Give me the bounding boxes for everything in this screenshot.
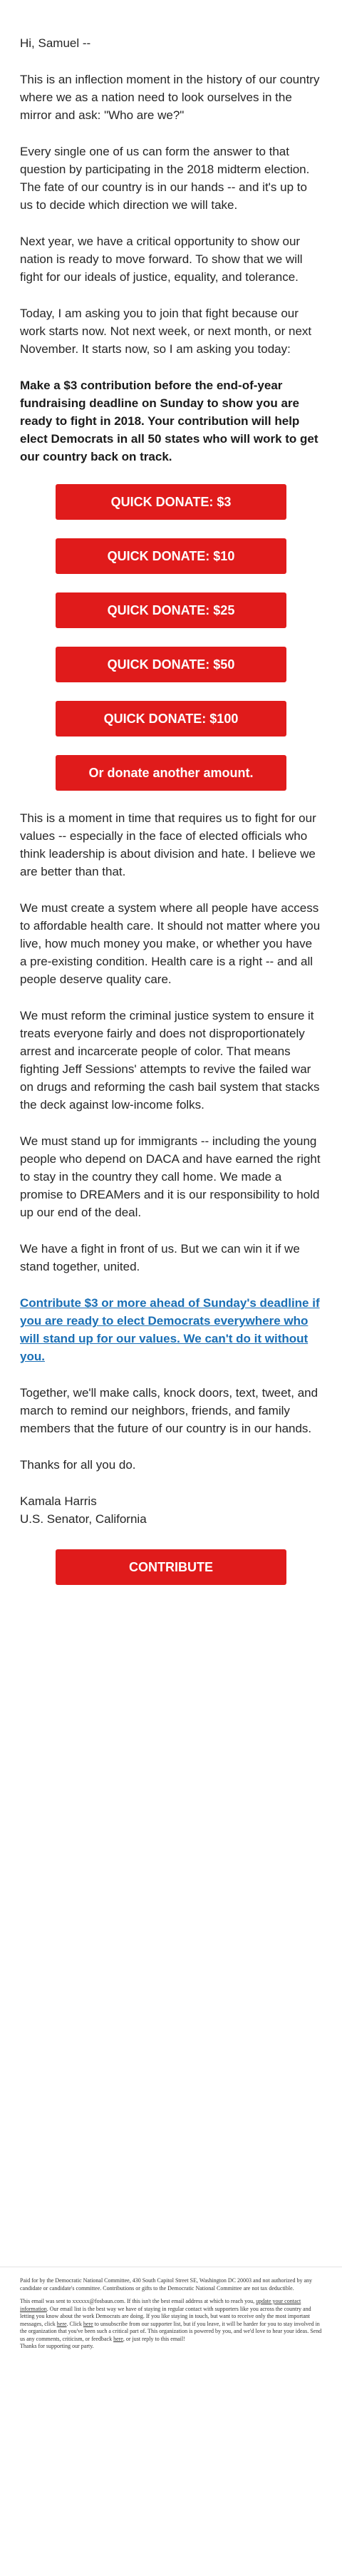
donate-3-button[interactable]: QUICK DONATE: $3 xyxy=(56,484,286,520)
body-paragraph-3: We must reform the criminal justice system to ensure it treats everyone fairly and does not disproportionately arrest and incarcerate people of color. That means fighting Jeff Sessions' attempts to revive the failed war on drugs and reforming the cash bail system that stacks the deck against low-income folks. xyxy=(20,1009,320,1112)
closing-paragraph: Together, we'll make calls, knock doors, text, tweet, and march to remind our neighbors, friends, and family members that the future of our country is in our hands. xyxy=(20,1386,318,1435)
greeting: Hi, Samuel -- xyxy=(20,36,91,50)
intro-paragraph-2: Every single one of us can form the answer to that question by participating in the 2018 midterm election. The fate of our country is in our hands -- and it's up to us to decide which direction we will take. xyxy=(20,145,310,212)
footer xyxy=(0,2267,342,2371)
donate-other-amount-button[interactable]: Or donate another amount. xyxy=(56,755,286,791)
body-paragraph-1: This is a moment in time that requires us to fight for our values -- especially in the face of elected officials who think leadership is about division and hate. I believe we are better than that. xyxy=(20,811,316,878)
footer-thanks: Thanks for supporting our party. xyxy=(20,2343,94,2349)
update-contact-link[interactable]: update your contact information xyxy=(20,2298,301,2312)
footer-text: This email was sent to xxxxxx@fosbaun.com. If this isn't the best email address at which to reach you, xyxy=(20,2298,255,2304)
footer-text: to unsubscribe from our supporter list, but if you leave, it will be harder for you to stay involved in the organization that you've been such a critical part of. This organization is powered by you, and we'd love to hear your ideas. Send us any comments, criticism, or feedback xyxy=(20,2320,322,2342)
donate-50-button[interactable]: QUICK DONATE: $50 xyxy=(56,647,286,682)
intro-paragraph-1: This is an inflection moment in the history of our country where we as a nation need to look ourselves in the mirror and ask: "Who are we?" xyxy=(20,73,320,122)
footer-text: . Click xyxy=(66,2320,82,2327)
contribute-link[interactable]: Contribute $3 or more ahead of Sunday's deadline if you are ready to elect Democrats everywhere who will stand up for our values. We can't do it without you. xyxy=(20,1296,320,1363)
donate-10-button[interactable]: QUICK DONATE: $10 xyxy=(56,538,286,574)
body-paragraph-5: We have a fight in front of us. But we can win it if we stand together, united. xyxy=(20,1242,300,1273)
thanks-line: Thanks for all you do. xyxy=(20,1458,136,1472)
blank-spacer xyxy=(0,1585,342,2267)
fewer-emails-link[interactable]: here xyxy=(56,2320,67,2327)
donate-25-button[interactable]: QUICK DONATE: $25 xyxy=(56,592,286,628)
footer-text: , or just reply to this email! xyxy=(123,2335,185,2342)
donate-100-button[interactable]: QUICK DONATE: $100 xyxy=(56,701,286,737)
bold-ask: Make a $3 contribution before the end-of-year fundraising deadline on Sunday to show you are ready to fight in 2018. Your contribution will help elect Democrats in all 50 states who will work to get our country back on track. xyxy=(20,379,318,463)
feedback-link[interactable]: here xyxy=(113,2335,123,2342)
intro-paragraph-3: Next year, we have a critical opportunity to show our nation is ready to move forward. To show that we will fight for our ideals of justice, equality, and tolerance. xyxy=(20,235,303,284)
contribute-button[interactable]: CONTRIBUTE xyxy=(56,1549,286,1585)
donate-button-list xyxy=(20,484,322,791)
unsubscribe-link[interactable]: here xyxy=(83,2320,93,2327)
body-paragraph-4: We must stand up for immigrants -- including the young people who depend on DACA and have earned the right to stay in the country they call home. We made a promise to DREAMers and it is our responsibility to hold up our end of the deal. xyxy=(20,1134,321,1219)
footer-paid-for: Paid for by the Democratic National Committee, 430 South Capitol Street SE, Washington DC 20003 and not authorized by any candidate or candidate's committee. Contributions or gifts to the Democratic National Committee are not tax deductible. xyxy=(20,2277,313,2292)
body-paragraph-2: We must create a system where all people have access to affordable health care. It should not matter where you live, how much money you make, or whether you have a pre-existing condition. Health care is a right -- and all people deserve quality care. xyxy=(20,901,321,986)
signature-name: Kamala Harris xyxy=(20,1494,97,1508)
footer-text: . Our email list is the best way we have of staying in regular contact with supporters like you across the country and letting you know about the work Democrats are doing. If you like staying in touch, but want to receive only the most important messages, click xyxy=(20,2305,311,2327)
signature xyxy=(20,1492,322,1528)
signature-title: U.S. Senator, California xyxy=(20,1512,147,1526)
contribute-link-paragraph xyxy=(20,1294,322,1365)
footer-sent-to xyxy=(20,2298,322,2351)
intro-paragraph-4: Today, I am asking you to join that fight because our work starts now. Not next week, or next month, or next November. It starts now, so I am asking you today: xyxy=(20,307,312,356)
